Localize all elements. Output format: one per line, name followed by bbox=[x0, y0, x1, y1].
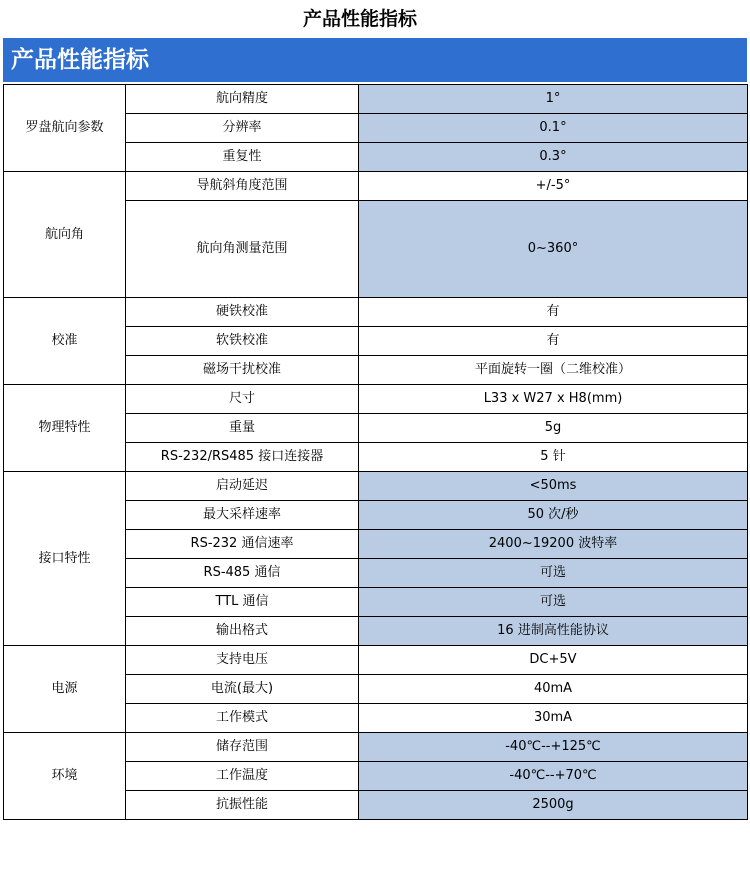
value-cell: 0~360° bbox=[359, 201, 748, 298]
spec-table bbox=[3, 84, 748, 820]
parameter-cell: 抗振性能 bbox=[126, 791, 359, 820]
parameter-cell: 导航斜角度范围 bbox=[126, 172, 359, 201]
parameter-cell: RS-232 通信速率 bbox=[126, 530, 359, 559]
value-cell: 平面旋转一圈（二维校准） bbox=[359, 356, 748, 385]
value-cell: DC+5V bbox=[359, 646, 748, 675]
parameter-cell: 工作温度 bbox=[126, 762, 359, 791]
value-cell: 1° bbox=[359, 85, 748, 114]
parameter-cell: RS-485 通信 bbox=[126, 559, 359, 588]
category-cell: 电源 bbox=[4, 646, 126, 733]
parameter-cell: 重量 bbox=[126, 414, 359, 443]
value-cell: -40℃--+70℃ bbox=[359, 762, 748, 791]
parameter-cell: 航向精度 bbox=[126, 85, 359, 114]
value-cell: 有 bbox=[359, 298, 748, 327]
value-cell: -40℃--+125℃ bbox=[359, 733, 748, 762]
parameter-cell: RS-232/RS485 接口连接器 bbox=[126, 443, 359, 472]
parameter-cell: 磁场干扰校准 bbox=[126, 356, 359, 385]
table-row bbox=[4, 733, 748, 762]
value-cell: 0.1° bbox=[359, 114, 748, 143]
value-cell: 0.3° bbox=[359, 143, 748, 172]
table-row bbox=[4, 385, 748, 414]
value-cell: 40mA bbox=[359, 675, 748, 704]
value-cell: L33 x W27 x H8(mm) bbox=[359, 385, 748, 414]
category-cell: 接口特性 bbox=[4, 472, 126, 646]
parameter-cell: 软铁校准 bbox=[126, 327, 359, 356]
table-row bbox=[4, 472, 748, 501]
parameter-cell: 支持电压 bbox=[126, 646, 359, 675]
value-cell: 50 次/秒 bbox=[359, 501, 748, 530]
category-cell: 校准 bbox=[4, 298, 126, 385]
category-cell: 航向角 bbox=[4, 172, 126, 298]
value-cell: +/-5° bbox=[359, 172, 748, 201]
value-cell: 2500g bbox=[359, 791, 748, 820]
value-cell: 5 针 bbox=[359, 443, 748, 472]
value-cell: 可选 bbox=[359, 588, 748, 617]
value-cell: 5g bbox=[359, 414, 748, 443]
value-cell: 2400~19200 波特率 bbox=[359, 530, 748, 559]
parameter-cell: 电流(最大) bbox=[126, 675, 359, 704]
parameter-cell: 航向角测量范围 bbox=[126, 201, 359, 298]
parameter-cell: TTL 通信 bbox=[126, 588, 359, 617]
category-cell: 环境 bbox=[4, 733, 126, 820]
parameter-cell: 重复性 bbox=[126, 143, 359, 172]
table-row bbox=[4, 172, 748, 201]
parameter-cell: 硬铁校准 bbox=[126, 298, 359, 327]
table-row bbox=[4, 85, 748, 114]
parameter-cell: 分辨率 bbox=[126, 114, 359, 143]
value-cell: <50ms bbox=[359, 472, 748, 501]
parameter-cell: 输出格式 bbox=[126, 617, 359, 646]
value-cell: 有 bbox=[359, 327, 748, 356]
parameter-cell: 储存范围 bbox=[126, 733, 359, 762]
page-title: 产品性能指标 bbox=[302, 8, 417, 30]
category-cell: 罗盘航向参数 bbox=[4, 85, 126, 172]
value-cell: 16 进制高性能协议 bbox=[359, 617, 748, 646]
parameter-cell: 尺寸 bbox=[126, 385, 359, 414]
spec-table-body bbox=[4, 85, 748, 820]
table-row bbox=[4, 298, 748, 327]
parameter-cell: 最大采样速率 bbox=[126, 501, 359, 530]
table-row bbox=[4, 646, 748, 675]
category-cell: 物理特性 bbox=[4, 385, 126, 472]
value-cell: 可选 bbox=[359, 559, 748, 588]
value-cell: 30mA bbox=[359, 704, 748, 733]
parameter-cell: 工作模式 bbox=[126, 704, 359, 733]
section-banner: 产品性能指标 bbox=[3, 38, 747, 82]
parameter-cell: 启动延迟 bbox=[126, 472, 359, 501]
